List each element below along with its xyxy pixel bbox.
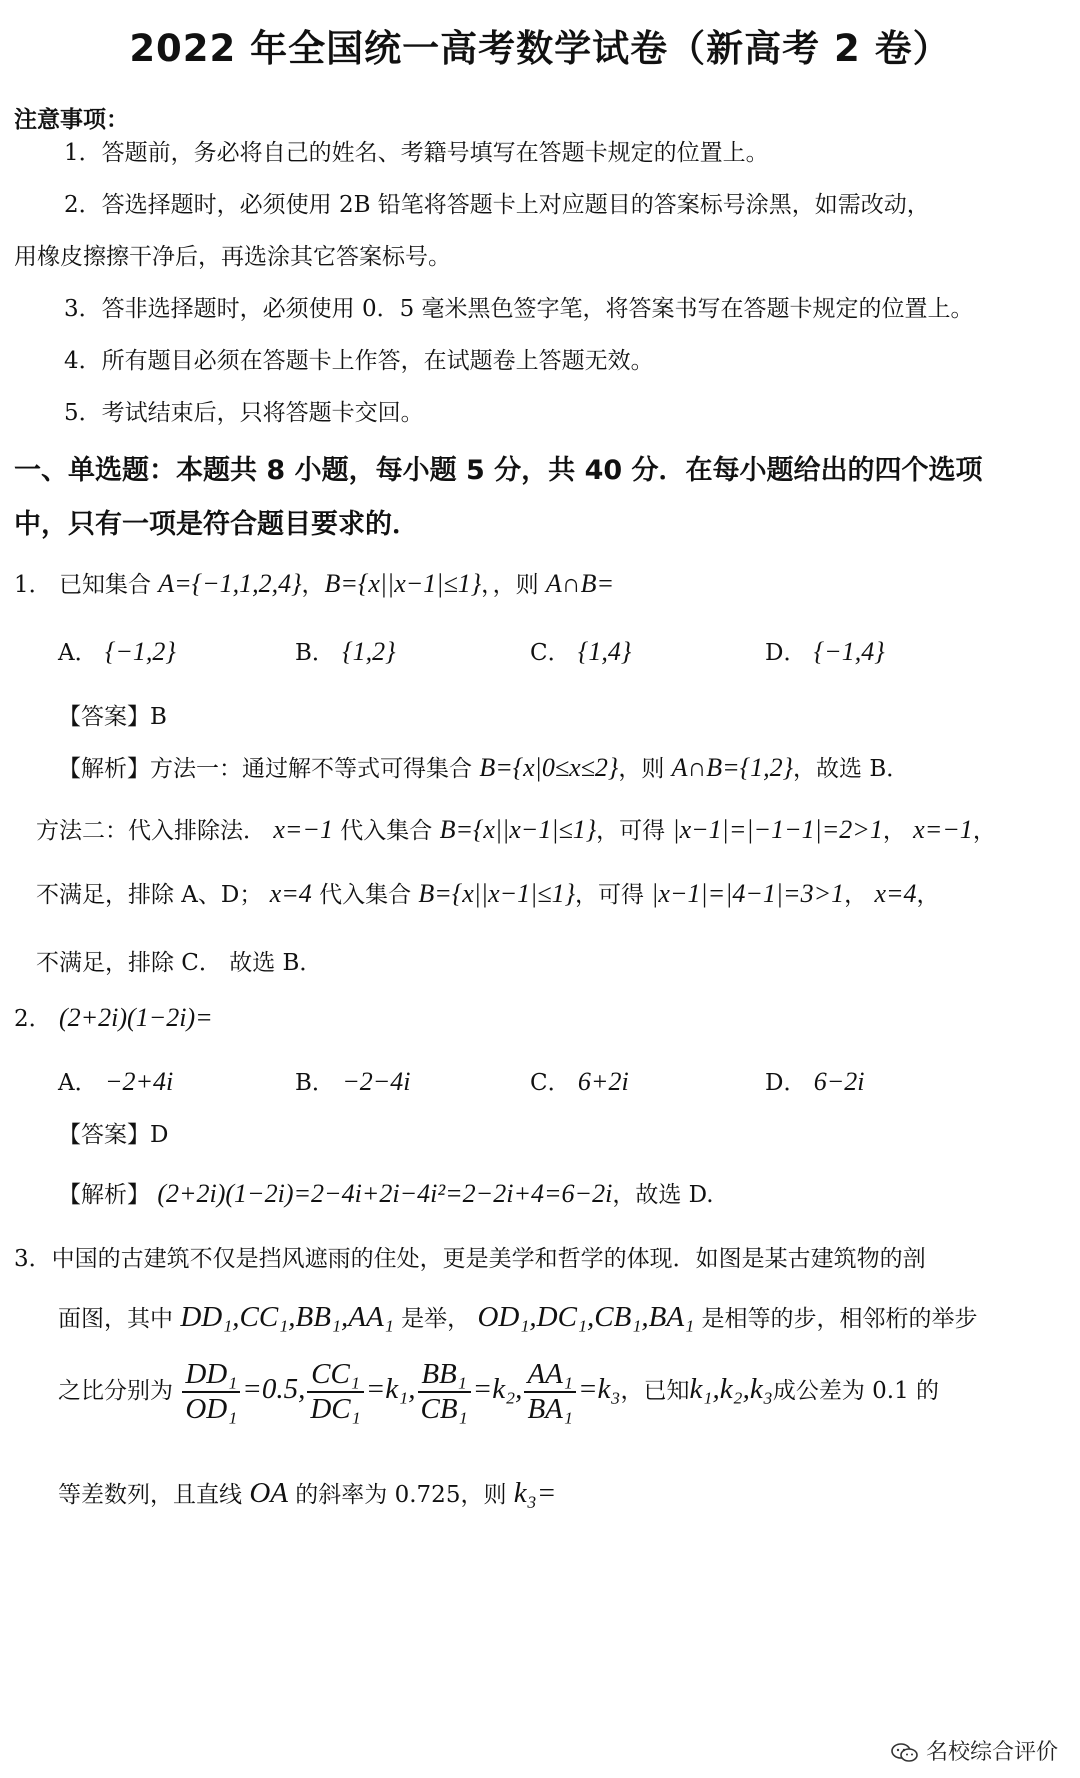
question-2-stem [14, 1000, 213, 1033]
notice-item-2: 2．答选择题时，必须使用 2B 铅笔将答题卡上对应题目的答案标号涂黑，如需改动， [64, 192, 930, 218]
option-value: −2−4i [342, 1067, 411, 1096]
math-expression: DD₁,CC₁,BB₁,AA₁ [180, 1301, 394, 1333]
q1-option-b [295, 634, 396, 667]
question-3-line1 [14, 1240, 926, 1273]
math-expression: k₃= [513, 1477, 557, 1509]
analysis-label: 【解析】 [58, 1182, 150, 1208]
question-text: 之比分别为 [58, 1378, 173, 1404]
math-expression: A∩B= [545, 569, 615, 598]
math-expression: (2+2i)(1−2i)=2−4i+2i−4i²=2−2i+4=6−2i [157, 1179, 613, 1208]
math-expression: A∩B={1,2} [671, 753, 794, 782]
question-text: 已知集合 [58, 572, 151, 598]
option-label: A． [58, 640, 98, 666]
math-expression: B={x||x−1|≤1} [418, 879, 575, 908]
fraction [307, 1358, 363, 1426]
separator: ， [301, 572, 325, 598]
question-text: 等差数列，且直线 [58, 1482, 242, 1508]
math-set-b: B={x||x−1|≤1} [324, 569, 482, 598]
option-label: D． [765, 640, 807, 666]
q1-analysis-line3 [36, 876, 940, 909]
fraction [418, 1358, 471, 1426]
notice-item-4: 4．所有题目必须在答题卡上作答，在试题卷上答题无效。 [64, 348, 654, 374]
option-label: B． [295, 640, 335, 666]
analysis-text: ， [916, 882, 940, 908]
math-expression: =0.5, [242, 1373, 306, 1405]
question-text: 面图，其中 [58, 1306, 173, 1332]
wechat-icon [890, 1742, 920, 1764]
q1-analysis-line2 [36, 812, 996, 845]
option-value: 6−2i [813, 1067, 865, 1096]
answer-label: 【答案】 [58, 704, 150, 730]
analysis-text: 不满足，排除 A、D； [36, 882, 263, 908]
question-text: 成公差为 0.1 的 [772, 1378, 940, 1404]
answer-value: B [150, 704, 167, 730]
math-set-a: A={−1,1,2,4} [158, 569, 302, 598]
math-expression: (2+2i)(1−2i)= [58, 1003, 213, 1032]
analysis-text: 方法二：代入排除法． [36, 818, 266, 844]
analysis-text: ， [972, 818, 996, 844]
fraction [524, 1358, 576, 1426]
fraction-denominator: OD₁ [185, 1393, 238, 1425]
q2-analysis [58, 1176, 714, 1209]
option-label: B． [295, 1070, 335, 1096]
math-expression: |x−1|=|4−1|=3>1 [651, 879, 845, 908]
analysis-label: 【解析】 [58, 756, 150, 782]
question-1-stem [14, 566, 614, 599]
analysis-text: 代入集合 [340, 818, 433, 844]
section-heading-line2: 中，只有一项是符合题目要求的． [14, 509, 419, 540]
analysis-text: ， [882, 818, 906, 844]
question-number: 1． [14, 572, 52, 598]
option-label: C． [530, 640, 571, 666]
q2-option-a [58, 1064, 173, 1097]
math-expression: |x−1|=|−1−1|=2>1 [672, 815, 883, 844]
q1-option-d [765, 634, 885, 667]
math-expression: B={x|0≤x≤2} [479, 753, 619, 782]
question-text: ，，则 [481, 572, 539, 598]
q1-option-c [530, 634, 631, 667]
fraction-denominator: DC₁ [310, 1393, 361, 1425]
math-expression: B={x||x−1|≤1} [439, 815, 597, 844]
q1-option-a [58, 634, 176, 667]
analysis-text: ，可得 [574, 882, 644, 908]
math-expression: =k₃ [577, 1373, 621, 1405]
math-expression: x=4 [874, 879, 917, 908]
notice-item-2-cont: 用橡皮擦擦干净后，再选涂其它答案标号。 [14, 244, 451, 270]
question-3-line2 [58, 1300, 978, 1334]
answer-value: D [150, 1122, 169, 1148]
math-expression: =k₂, [472, 1373, 523, 1405]
analysis-text: ， [844, 882, 868, 908]
q2-option-b [295, 1064, 411, 1097]
question-text: ，已知 [620, 1378, 690, 1404]
q2-answer [58, 1116, 168, 1149]
question-number: 3． [14, 1246, 52, 1272]
option-label: C． [530, 1070, 571, 1096]
fraction-numerator: BB₁ [418, 1358, 471, 1393]
answer-label: 【答案】 [58, 1122, 150, 1148]
math-expression: k₁,k₂,k₃ [689, 1373, 773, 1405]
notice-item-1: 1．答题前，务必将自己的姓名、考籍号填写在答题卡规定的位置上。 [64, 140, 769, 166]
q1-analysis-line1 [58, 750, 909, 783]
fraction-denominator: BA₁ [527, 1393, 573, 1425]
notice-item-3: 3．答非选择题时，必须使用 0．5 毫米黑色签字笔，将答案书写在答题卡规定的位置上。 [64, 296, 974, 322]
option-value: 6+2i [577, 1067, 629, 1096]
question-text: 是举， [401, 1306, 471, 1332]
q1-analysis-line4: 不满足，排除 C． 故选 B． [36, 950, 323, 976]
question-3-line4 [58, 1476, 556, 1510]
analysis-text: ，故选 B． [793, 756, 910, 782]
option-value: {1,4} [577, 637, 632, 666]
fraction-numerator: DD₁ [182, 1358, 240, 1393]
page-title: 2022 年全国统一高考数学试卷（新高考 2 卷） [129, 27, 951, 70]
watermark [890, 1735, 1058, 1766]
question-3-line3 [58, 1358, 939, 1426]
math-expression: x=−1 [913, 815, 973, 844]
option-label: A． [58, 1070, 98, 1096]
option-value: −2+4i [104, 1067, 174, 1096]
option-value: {−1,4} [813, 637, 885, 666]
section-heading-line1: 一、单选题：本题共 8 小题，每小题 5 分，共 40 分．在每小题给出的四个选项 [14, 455, 983, 486]
watermark-text: 名校综合评价 [925, 1740, 1058, 1765]
analysis-text: ，可得 [596, 818, 666, 844]
fraction-denominator: CB₁ [420, 1393, 468, 1425]
analysis-text: 代入集合 [319, 882, 412, 908]
analysis-text: ，故选 D. [612, 1182, 714, 1208]
q1-answer [58, 698, 167, 731]
fraction-numerator: CC₁ [307, 1358, 363, 1393]
question-text: 中国的古建筑不仅是挡风遮雨的住处，更是美学和哲学的体现．如图是某古建筑物的剖 [51, 1246, 926, 1272]
question-number: 2． [14, 1006, 52, 1032]
q2-option-c [530, 1064, 629, 1097]
analysis-text: 方法一：通过解不等式可得集合 [150, 756, 472, 782]
fraction [182, 1358, 240, 1426]
math-expression: =k₁, [365, 1373, 416, 1405]
option-value: {1,2} [342, 637, 396, 666]
question-text: 是相等的步，相邻桁的举步 [701, 1306, 978, 1332]
q2-option-d [765, 1064, 865, 1097]
notice-item-5: 5．考试结束后，只将答题卡交回。 [64, 400, 424, 426]
math-expression: x=−1 [273, 815, 333, 844]
question-text: 的斜率为 0.725，则 [295, 1482, 507, 1508]
option-value: {−1,2} [104, 637, 176, 666]
option-label: D． [765, 1070, 807, 1096]
math-expression: OD₁,DC₁,CB₁,BA₁ [477, 1301, 695, 1333]
math-expression: x=4 [269, 879, 312, 908]
analysis-text: ，则 [618, 756, 665, 782]
notice-heading: 注意事项： [14, 107, 129, 133]
fraction-numerator: AA₁ [524, 1358, 576, 1393]
math-expression: OA [249, 1477, 288, 1509]
